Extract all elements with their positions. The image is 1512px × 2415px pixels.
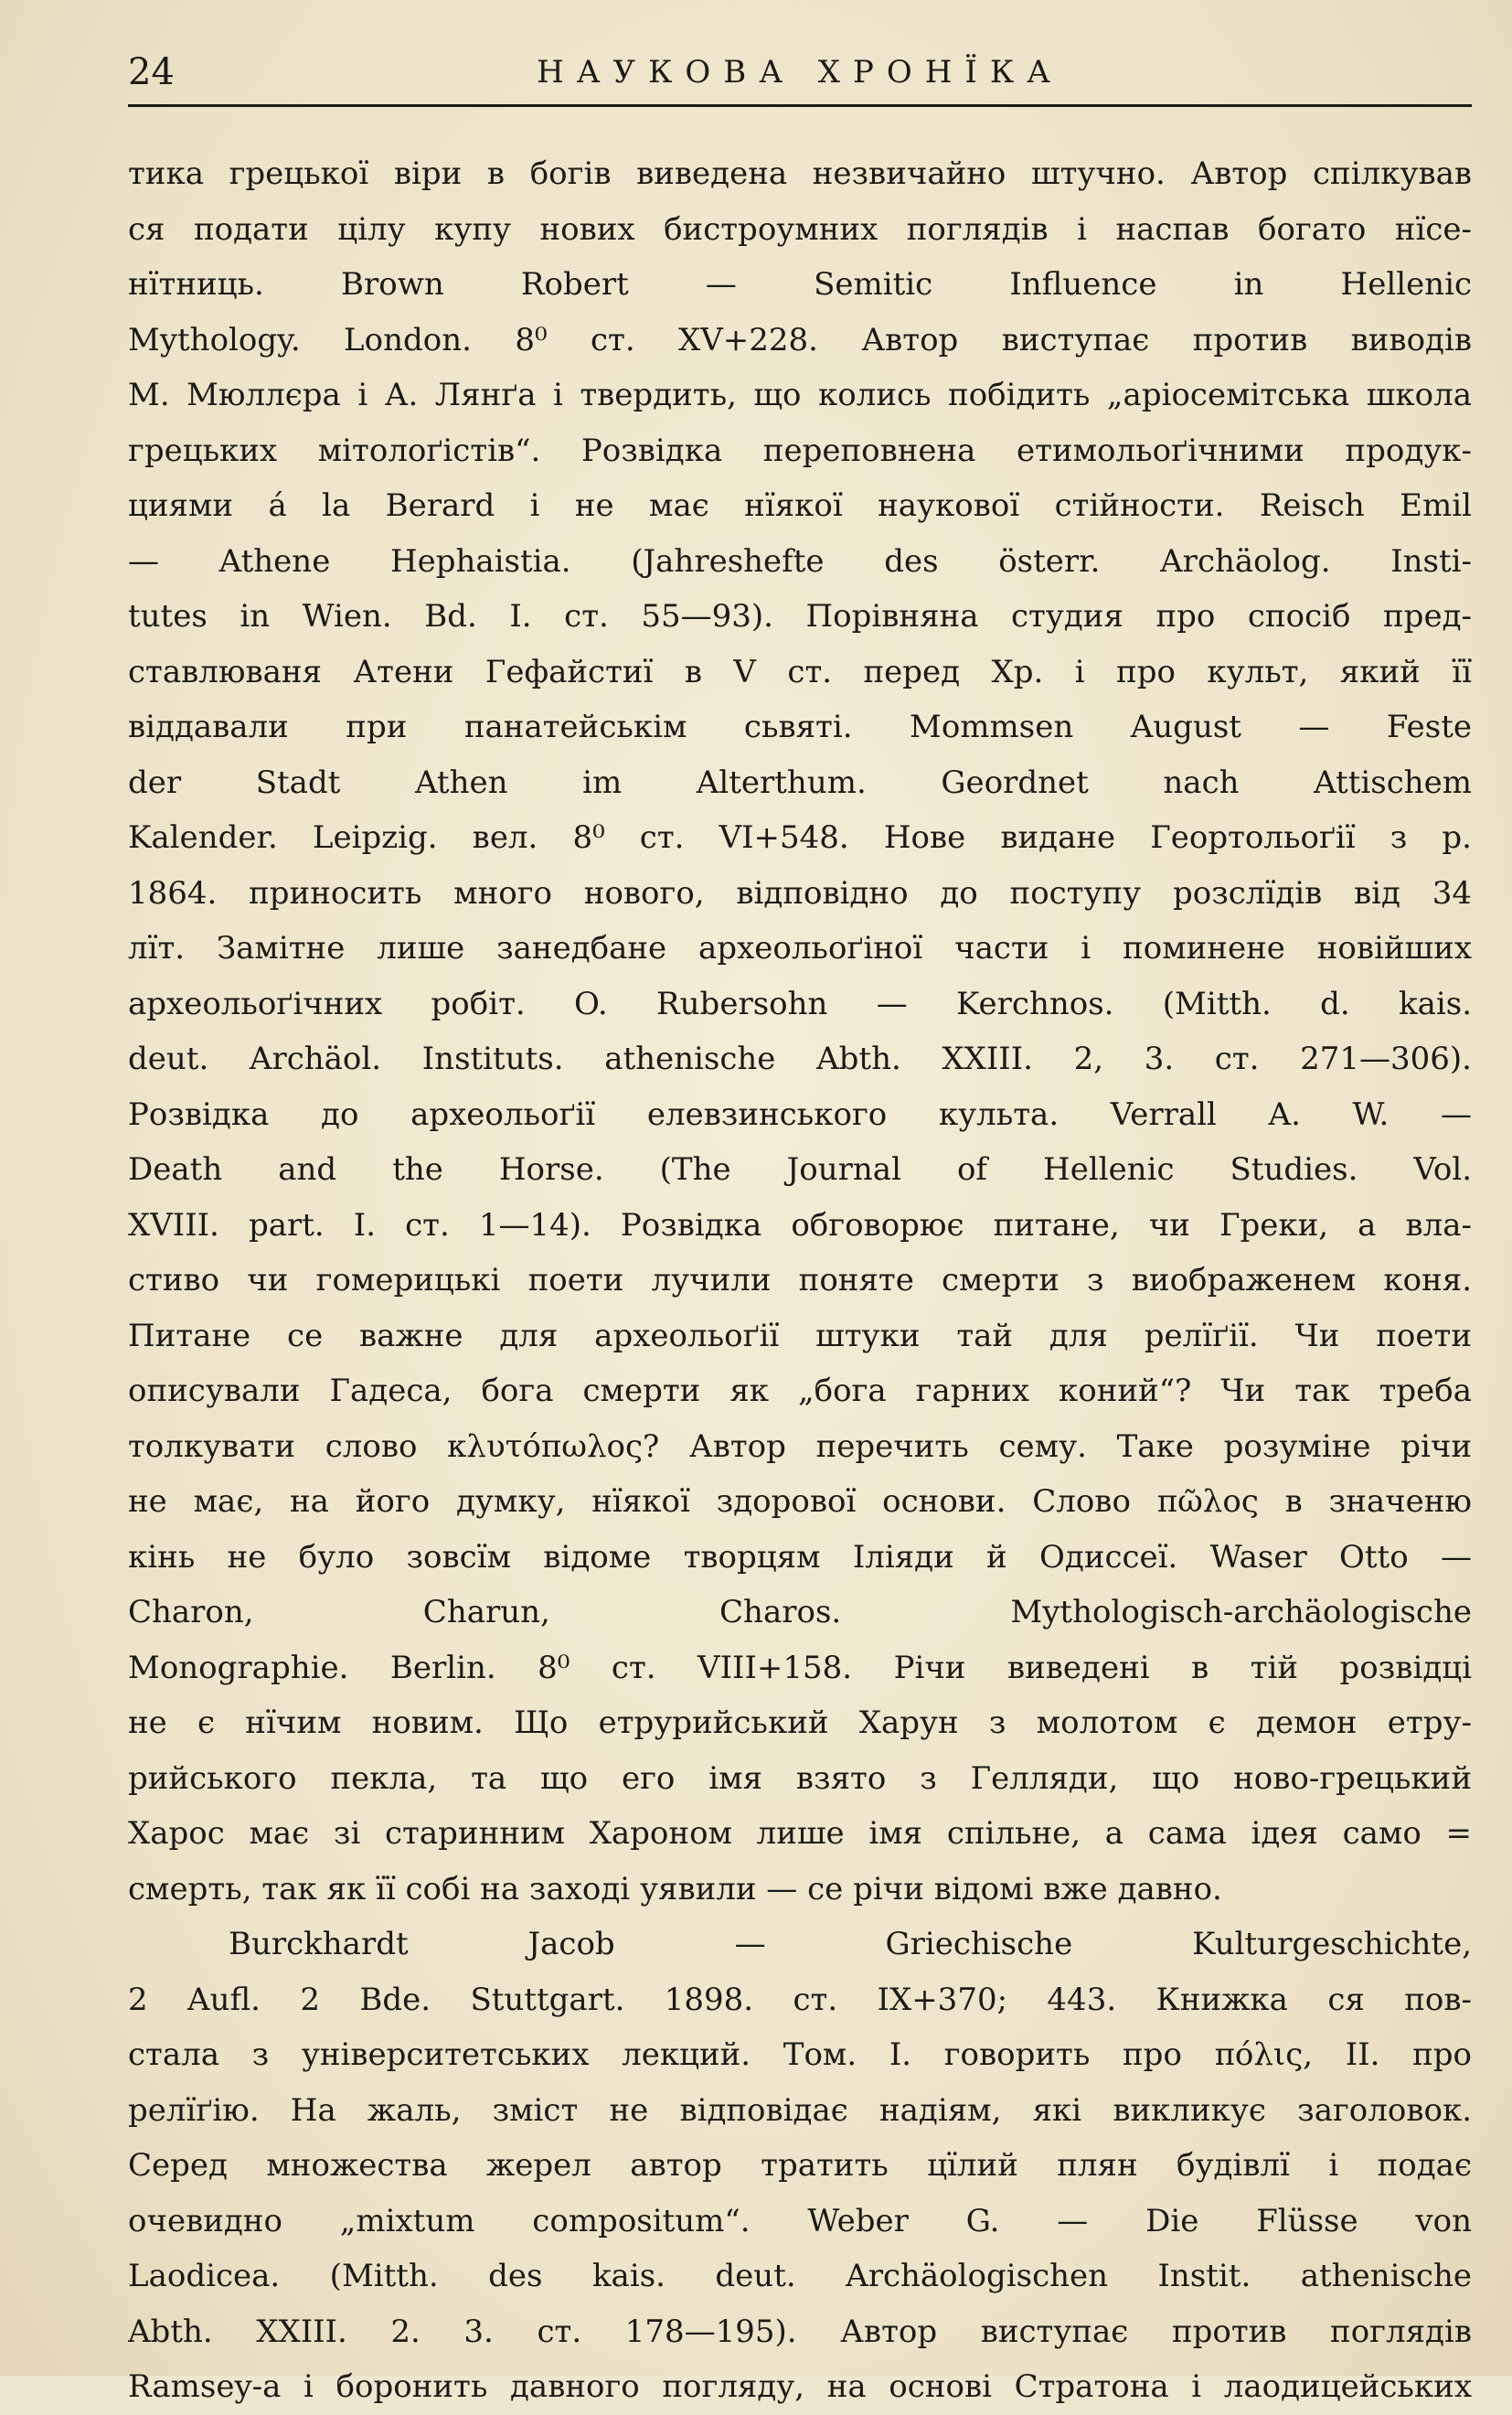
text-line: XVIII. part. I. ст. 1—14). Розвідка обговорює питане, чи Греки, а вла-: [128, 1206, 1472, 1244]
text-line: Charon, Charun, Charos. Mythologisch-archäologische: [128, 1594, 1472, 1630]
text-line: стала з університетських лекций. Том. I. говорить про πόλις, II. про: [128, 2036, 1472, 2073]
text-line: Серед множества жерел автор тратить цїлий плян будівлї і подає: [128, 2147, 1472, 2184]
text-line: Ramsey-а і боронить давного погляду, на основі Стратона і лаодицейських: [128, 2368, 1472, 2405]
text-line: Kalender. Leipzig. вел. 8⁰ ст. VI+548. Нове видане Геортольоґії з р.: [128, 819, 1472, 856]
text-line: der Stadt Athen im Alterthum. Geordnet nach Attischem: [128, 764, 1472, 801]
page-number: 24: [128, 51, 175, 93]
text-line: нїтниць. Brown Robert — Semitic Influence in Hellenic: [128, 266, 1472, 303]
text-line: стиво чи гомерицькі поети лучили поняте смерти з виображенем коня.: [128, 1262, 1472, 1298]
text-line: ставлюваня Атени Гефайстиї в V ст. перед Хр. і про культ, який її: [128, 653, 1472, 690]
text-line: не має, на його думку, нїякої здорової основи. Слово πῶλος в значеню: [128, 1483, 1472, 1520]
text-line: Monographie. Berlin. 8⁰ ст. VIII+158. Річи виведені в тій розвідці: [128, 1649, 1472, 1686]
text-line: віддавали при панатейськім сьвяті. Mommsen August — Feste: [128, 709, 1472, 745]
text-line: deut. Archäol. Instituts. athenische Abth. XXIII. 2, 3. ст. 271—306).: [128, 1041, 1472, 1077]
text-line: Mythology. London. 8⁰ ст. XV+228. Автор виступає против виводів: [128, 321, 1472, 358]
text-line: археольоґічних робіт. O. Rubersohn — Kerchnos. (Mitth. d. kais.: [128, 985, 1472, 1022]
paragraph-first-line: Burckhardt Jacob — Griechische Kulturgeschichte,: [229, 1926, 1472, 1962]
text-line: Abth. XXIII. 2. 3. ст. 178—195). Автор виступає против поглядів: [128, 2313, 1472, 2350]
text-line: 1864. приносить много нового, відповідно до поступу розслїдів від 34: [128, 874, 1472, 912]
text-line: рийського пекла, та що его імя взято з Гелляди, що ново-грецький: [128, 1759, 1472, 1797]
text-line: М. Мюллєра і А. Лянґа і твердить, що колись побідить „аріосемітська школа: [128, 377, 1472, 413]
text-line: очевидно „mixtum compositum“. Weber G. — Die Flüsse von: [128, 2202, 1472, 2239]
text-line: Death and the Horse. (The Journal of Hellenic Studies. Vol.: [128, 1151, 1472, 1188]
text-line: tutes in Wien. Bd. I. ст. 55—93). Порівняна студия про спосіб пред-: [128, 598, 1472, 635]
text-line: 2 Aufl. 2 Bde. Stuttgart. 1898. ст. IX+370; 443. Книжка ся пов-: [128, 1981, 1472, 2018]
text-line: кінь не було зовсїм відоме творцям Іліяди й Одиссеї. Waser Otto —: [128, 1538, 1472, 1576]
running-title: НАУКОВА ХРОНЇКА: [537, 54, 1063, 91]
text-line: Розвідка до археольоґії елевзинського культа. Verrall A. W. —: [128, 1095, 1472, 1133]
paragraph-last-line: смерть, так як її собі на заході уявили — се річи відомі вже давно.: [128, 1870, 1222, 1907]
text-line: Питане се важне для археольоґії штуки тай для релїґії. Чи поети: [128, 1317, 1472, 1354]
text-line: Харос має зі старинним Хароном лише імя спільне, а сама ідея само =: [128, 1815, 1472, 1852]
text-line: релїґію. На жаль, зміст не відповідає надіям, які викликує заголовок.: [128, 2091, 1472, 2129]
text-line: не є нїчим новим. Що етрурийський Харун з молотом є демон етру-: [128, 1704, 1472, 1741]
body-text: [128, 146, 1472, 2415]
text-line: Laodicea. (Mitth. des kais. deut. Archäologischen Instit. athenische: [128, 2258, 1472, 2294]
text-line: циями á la Berard і не має нїякої наукової стійности. Reisch Emil: [128, 487, 1472, 524]
text-line: ся подати цілу купу нових бистроумних поглядів і наспав богато нїсе-: [128, 210, 1472, 248]
text-line: грецьких мітолоґістів“. Розвідка переповнена етимольоґічними продук-: [128, 432, 1472, 469]
text-line: тика грецької віри в богів виведена незвичайно штучно. Автор спілкував: [128, 155, 1472, 192]
text-line: описували Гадеса, бога смерти як „бога гарних коний“? Чи так треба: [128, 1373, 1472, 1409]
text-line: — Athene Hephaistia. (Jahreshefte des österr. Archäolog. Insti-: [128, 542, 1472, 580]
text-line: лїт. Замітне лише занедбане археольоґіної части і поминене новійших: [128, 930, 1472, 967]
text-line: толкувати слово κλυτόπωλος? Автор перечить сему. Таке розуміне річи: [128, 1427, 1472, 1465]
page-header: [128, 44, 1472, 107]
